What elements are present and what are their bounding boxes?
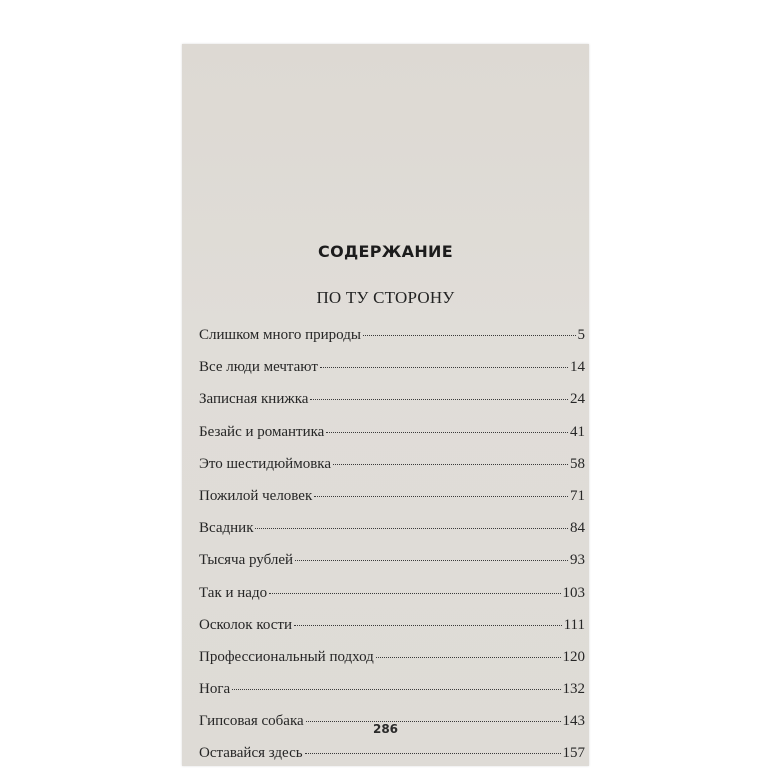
dot-leader	[232, 689, 560, 690]
toc-entry-title: Это шестидюймовка	[199, 455, 331, 472]
contents-heading: СОДЕРЖАНИЕ	[318, 242, 453, 261]
table-of-contents	[199, 327, 585, 778]
page-number: 286	[372, 722, 399, 736]
toc-entry-page: 5	[577, 327, 585, 343]
toc-entry	[199, 552, 585, 584]
toc-entry-title: Пожилой человек	[199, 487, 313, 504]
toc-entry	[199, 327, 585, 359]
toc-entry-page: 103	[562, 584, 585, 601]
toc-entry-title: Осколок кости	[199, 616, 292, 633]
dot-leader	[255, 528, 568, 529]
toc-entry	[199, 391, 585, 423]
dot-leader	[363, 335, 576, 336]
section-title: ПО ТУ СТОРОНУ	[316, 288, 455, 307]
toc-entry-title: Всадник	[199, 520, 254, 537]
toc-entry-page: 71	[570, 487, 585, 504]
toc-entry-page: 111	[563, 616, 585, 633]
dot-leader	[269, 593, 560, 594]
dot-leader	[294, 625, 562, 626]
toc-entry-page: 58	[570, 455, 585, 472]
toc-entry	[199, 681, 585, 713]
toc-entry-page: 120	[562, 648, 585, 665]
toc-entry-page: 14	[570, 359, 585, 376]
toc-entry-title: Тысяча рублей	[199, 552, 294, 569]
toc-entry	[199, 649, 585, 681]
toc-entry-page: 157	[562, 745, 585, 762]
toc-entry	[199, 456, 585, 488]
toc-entry-title: Безайс и романтика	[199, 423, 325, 440]
dot-leader	[305, 753, 561, 754]
toc-entry-title: Так и надо	[199, 584, 268, 601]
dot-leader	[295, 560, 568, 561]
toc-entry-title: Слишком много природы	[199, 327, 361, 343]
dot-leader	[376, 657, 561, 658]
toc-entry	[199, 617, 585, 649]
toc-entry-page: 24	[570, 391, 585, 408]
toc-entry-title: Оставайся здесь	[199, 745, 303, 762]
dot-leader	[333, 464, 568, 465]
toc-entry-title: Записная книжка	[199, 391, 309, 408]
toc-entry-title: Все люди мечтают	[199, 359, 318, 376]
dot-leader	[314, 496, 568, 497]
toc-entry-title: Гипсовая собака	[199, 713, 304, 730]
dot-leader	[326, 432, 568, 433]
toc-entry	[199, 585, 585, 617]
toc-entry-page: 84	[570, 520, 585, 537]
toc-entry-page: 143	[562, 713, 585, 730]
toc-entry-page: 41	[570, 423, 585, 440]
dot-leader	[320, 367, 568, 368]
toc-entry	[199, 359, 585, 391]
toc-entry	[199, 520, 585, 552]
toc-entry	[199, 488, 585, 520]
toc-entry-title: Профессиональный подход	[199, 648, 374, 665]
toc-entry-page: 132	[562, 681, 585, 698]
dot-leader	[310, 399, 568, 400]
toc-entry	[199, 745, 585, 777]
toc-entry	[199, 424, 585, 456]
toc-entry-title: Нога	[199, 681, 231, 698]
toc-entry-page: 93	[570, 552, 585, 569]
book-page	[182, 44, 589, 766]
